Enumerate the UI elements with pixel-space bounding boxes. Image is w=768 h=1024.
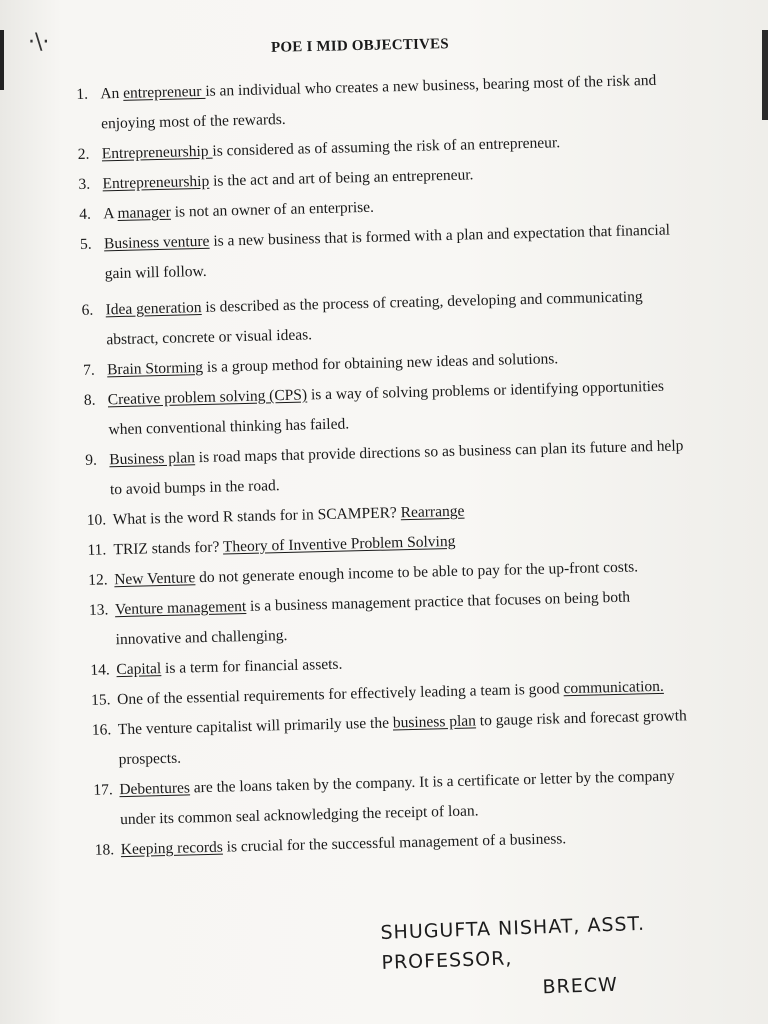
item-text-after: is described as the process of creating, developing and communicating abstract, concrete or visual ideas. <box>106 288 643 349</box>
item-number: 11. <box>87 541 107 559</box>
signature-line-2: BRECW <box>542 973 619 999</box>
item-text <box>113 503 465 529</box>
answer-term: manager <box>117 203 172 223</box>
item-text-before: TRIZ stands for? <box>113 538 224 559</box>
item-number: 13. <box>88 601 109 619</box>
page-title: POE I MID OBJECTIVES <box>270 36 450 56</box>
item-text <box>116 656 342 679</box>
item-text-after: is a business management practice that focuses on being both innovative and challenging. <box>115 588 631 649</box>
corner-mark: ·\· <box>28 30 50 55</box>
answer-term: Creative problem solving (CPS) <box>107 386 308 409</box>
answer-term: Venture management <box>114 598 247 619</box>
item-text <box>100 72 656 133</box>
item-text <box>121 830 567 858</box>
item-number: 10. <box>86 511 107 529</box>
item-text-before: What is the word R stands for in SCAMPER? <box>112 504 401 529</box>
item-number: 7. <box>82 361 95 379</box>
item-text-after: is not an owner of an enterprise. <box>170 198 375 221</box>
item-text-after: is a term for financial assets. <box>160 655 343 678</box>
item-text-after: are the loans taken by the company. It is a certificate or letter by the company under its common seal acknowledging the receipt of loan. <box>119 767 675 829</box>
item-text-after: is crucial for the successful management of a business. <box>222 830 567 856</box>
item-text <box>108 378 664 439</box>
item-text <box>105 288 642 348</box>
answer-term: Business venture <box>103 232 210 253</box>
handwritten-signature <box>380 905 763 1008</box>
item-number: 2. <box>77 145 90 163</box>
item-number: 18. <box>94 841 115 859</box>
item-number: 5. <box>79 235 92 253</box>
item-number: 16. <box>91 721 112 739</box>
item-text <box>115 589 630 649</box>
item-text-after: is a new business that is formed with a plan and expectation that financial gain will follow. <box>104 221 671 283</box>
item-text-before: An <box>100 84 124 103</box>
answer-term: communication. <box>563 677 664 698</box>
item-text <box>102 134 561 162</box>
item-text <box>102 166 473 192</box>
item-number: 3. <box>78 175 91 193</box>
item-number: 4. <box>79 205 92 223</box>
item-text-after: is an individual who creates a new business, bearing most of the risk and enjoying most of the rewards. <box>100 71 657 133</box>
item-text <box>109 437 684 498</box>
question-list <box>76 65 695 865</box>
signature-line-1: SHUGUFTA NISHAT, ASST. PROFESSOR, <box>380 912 646 974</box>
item-number: 9. <box>85 451 98 469</box>
item-text-after: is the act and art of being an entrepreneur. <box>209 166 474 190</box>
item-number: 8. <box>83 391 96 409</box>
answer-term: business plan <box>392 712 477 732</box>
item-text-before: The venture capitalist will primarily use the <box>117 714 394 739</box>
item-text <box>104 222 670 283</box>
item-text <box>118 707 687 768</box>
page-edge-shadow <box>762 30 768 120</box>
item-text <box>113 533 455 558</box>
item-number: 17. <box>93 781 113 799</box>
item-text-before: One of the essential requirements for effectively leading a team is good <box>116 680 564 709</box>
item-text-after: to gauge risk and forecast growth prospects. <box>118 707 687 769</box>
answer-term: Keeping records <box>120 838 223 859</box>
answer-term: Capital <box>116 660 162 679</box>
item-text-after: do not generate enough income to be able to pay for the up-front costs. <box>195 558 639 587</box>
item-text <box>107 350 558 378</box>
answer-term: Theory of Inventive Problem Solving <box>222 532 456 556</box>
answer-term: Idea generation <box>105 299 202 319</box>
answer-term: Entrepreneurship <box>102 172 210 193</box>
answer-term: Entrepreneurship <box>101 142 213 163</box>
item-text-after: is considered as of assuming the risk of an entrepreneur. <box>212 134 561 160</box>
item-text-after: is a group method for obtaining new ideas and solutions. <box>202 350 559 376</box>
answer-term: entrepreneur <box>122 82 206 102</box>
item-text <box>119 768 675 829</box>
item-number: 12. <box>88 571 108 589</box>
item-text-after: is a way of solving problems or identifying opportunities when conventional thinking has failed. <box>108 377 665 439</box>
item-number: 15. <box>90 691 111 709</box>
answer-term: Business plan <box>109 449 196 469</box>
answer-term: Rearrange <box>400 502 465 522</box>
answer-term: New Venture <box>114 569 196 589</box>
answer-term: Brain Storming <box>106 358 204 379</box>
item-number: 1. <box>76 85 89 103</box>
item-number: 6. <box>81 301 94 319</box>
item-number: 14. <box>90 661 111 679</box>
item-text-after: is road maps that provide directions so as business can plan its future and help to avoid bumps in the road. <box>109 437 684 499</box>
item-text <box>103 199 374 223</box>
item-text-before: A <box>103 205 118 223</box>
answer-term: Debentures <box>119 779 191 799</box>
